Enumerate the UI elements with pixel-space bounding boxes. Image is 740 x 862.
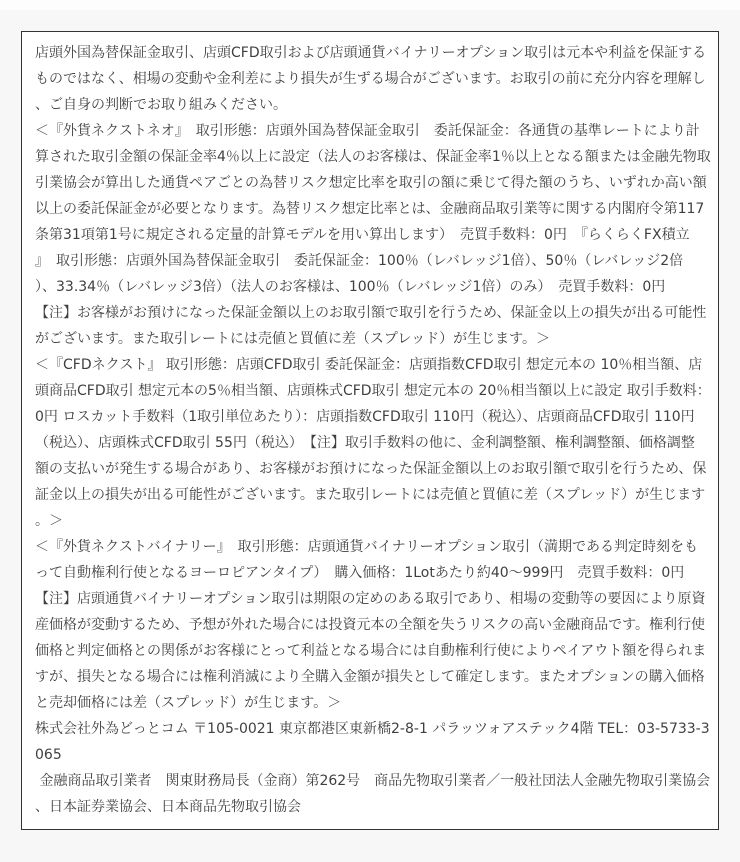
- disclaimer-line: 、ご自身の判断でお取り組みください。: [35, 97, 287, 113]
- disclaimer-line: 条第31項第1号に規定される定量的計算モデルを用い算出します） 売買手数料：0円 『らくらくFX積立: [35, 227, 690, 243]
- page-top-strip: [0, 0, 740, 10]
- disclaimer-line: 【注】お客様がお預けになった保証金額以上のお取引額で取引を行うため、保証金以上の損失が出る可能性: [35, 305, 707, 321]
- disclaimer-line: すが、損失となる場合には権利消滅により全購入金額が損失として確定します。またオプションの購入価格: [35, 669, 705, 685]
- disclaimer-line: 065: [35, 747, 62, 763]
- disclaimer-box: [21, 31, 719, 830]
- disclaimer-line: 店頭外国為替保証金取引、店頭CFD取引および店頭通貨バイナリーオプション取引は元本や利益を保証する: [35, 45, 707, 61]
- disclaimer-line: ）、33.34％（レバレッジ3倍）（法人のお客様は、100％（レバレッジ1倍）のみ） 売買手数料：0円: [35, 279, 666, 295]
- disclaimer-line: 。＞: [35, 513, 63, 529]
- disclaimer-line: ＜『外貨ネクストネオ』 取引形態：店頭外国為替保証金取引 委託保証金：各通貨の基準レートにより計: [35, 123, 700, 139]
- disclaimer-line: 算された取引金額の保証金率4％以上に設定（法人のお客様は、保証金率1％以上となる額または金融先物取: [35, 149, 711, 165]
- disclaimer-line: 0円 ロスカット手数料（1取引単位あたり）：店頭指数CFD取引 110円（税込）、店頭商品CFD取引 110円: [35, 409, 695, 425]
- disclaimer-line: 価格と判定価格との関係がお客様にとって利益となる場合には自動権利行使によりペイアウト額を得られま: [35, 643, 707, 659]
- disclaimer-line: 』 取引形態：店頭外国為替保証金取引 委託保証金：100％（レバレッジ1倍）、50％（レバレッジ2倍: [35, 253, 684, 269]
- disclaimer-line: ＜『外貨ネクストバイナリー』 取引形態：店頭通貨バイナリーオプション取引（満期である判定時刻をも: [35, 539, 699, 555]
- disclaimer-line: 以上の委託保証金が必要となります。為替リスク想定比率とは、金融商品取引業等に関する内閣府令第117: [35, 201, 705, 217]
- disclaimer-line: 株式会社外為どっとコム 〒105-0021 東京都港区東新橋2-8-1 パラッツォアステック4階 TEL：03-5733-3: [35, 721, 710, 737]
- disclaimer-line: 、日本証券業協会、日本商品先物取引協会: [35, 799, 301, 815]
- disclaimer-line: 引業協会が算出した通貨ペアごとの為替リスク想定比率を取引の額に乗じて得た額のうち、いずれか高い額: [35, 175, 707, 191]
- disclaimer-line: ものではなく、相場の変動や金利差により損失が生ずる場合がございます。お取引の前に充分内容を理解し: [35, 71, 706, 87]
- disclaimer-line: （税込）、店頭株式CFD取引 55円（税込） 【注】取引手数料の他に、金利調整額、権利調整額、価格調整: [35, 435, 695, 451]
- disclaimer-text: [35, 40, 711, 820]
- disclaimer-line: 証金以上の損失が出る可能性がございます。また取引レートには売値と買値に差（スプレッド）が生じます: [35, 487, 706, 503]
- disclaimer-line: 金融商品取引業者 関東財務局長（金商）第262号 商品先物取引業者／一般社団法人金融先物取引業協会: [35, 773, 711, 789]
- disclaimer-line: がございます。また取引レートには売値と買値に差（スプレッド）が生じます。＞: [35, 331, 551, 347]
- disclaimer-line: 額の支払いが発生する場合があり、お客様がお預けになった保証金額以上のお取引額で取引を行うため、保: [35, 461, 707, 477]
- disclaimer-line: 産価格が変動するため、予想が外れた場合には投資元本の全額を失うリスクの高い金融商品です。権利行使: [35, 617, 706, 633]
- disclaimer-line: って自動権利行使となるヨーロピアンタイプ） 購入価格：1Lotあたり約40～999円 売買手数料：0円: [35, 565, 685, 581]
- disclaimer-line: 頭商品CFD取引 想定元本の5％相当額、店頭株式CFD取引 想定元本の 20％相当額以上に設定 取引手数料：: [35, 383, 711, 399]
- disclaimer-line: ＜『CFDネクスト』 取引形態：店頭CFD取引 委託保証金：店頭指数CFD取引 想定元本の 10％相当額、店: [35, 357, 703, 373]
- disclaimer-line: 【注】店頭通貨バイナリーオプション取引は期限の定めのある取引であり、相場の変動等の要因により原資: [35, 591, 706, 607]
- disclaimer-line: と売却価格には差（スプレッド）が生じます。＞: [35, 695, 342, 711]
